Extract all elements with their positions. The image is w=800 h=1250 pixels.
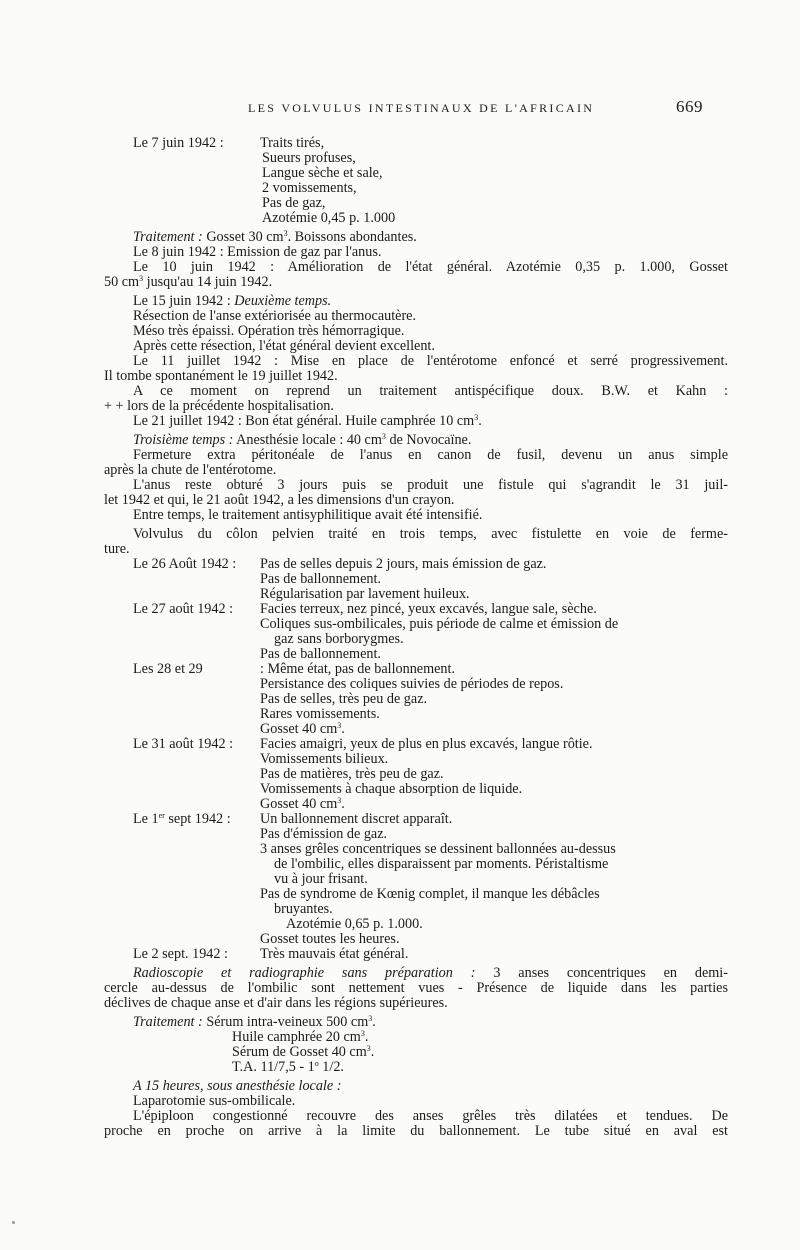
text-line: Sérum de Gosset 40 $cm^3$. [232, 1044, 375, 1060]
text-line: Régularisation par lavement huileux. [260, 586, 470, 602]
text-line: de l'ombilic, elles disparaissent par moments. Péristaltisme [274, 856, 609, 872]
text-line: Traitement : Sérum intra-veineux 500 $cm^3$. [133, 1014, 376, 1030]
text-line: T.A. 11/7,5 - 1$^o$ 1/2. [232, 1059, 344, 1075]
text-line: A 15 heures, sous anesthésie locale : [133, 1078, 342, 1094]
text-line: Résection de l'anse extériorisée au thermocautère. [133, 308, 417, 324]
text-line: Vomissements bilieux. [260, 751, 389, 767]
text-line: + + lors de la précédente hospitalisation. [104, 398, 334, 414]
text-line: Gosset toutes les heures. [260, 931, 400, 947]
page-number: 669 [676, 97, 703, 116]
text-line: Vomissements à chaque absorption de liquide. [260, 781, 523, 797]
text-line: Pas d'émission de gaz. [260, 826, 388, 842]
text-line: Fermeture extra péritonéale de l'anus en canon de fusil, devenu un anus simple [133, 447, 728, 463]
text-line: Troisième temps : Anesthésie locale : 40 $cm^3$ de Novocaïne. [133, 432, 472, 448]
text-line: Le 27 août 1942 : Facies terreux, nez pincé, yeux excavés, langue sale, sèche. [133, 601, 597, 617]
body-text [104, 136, 728, 1139]
text-line: let 1942 et qui, le 21 août 1942, a les dimensions d'un crayon. [104, 492, 455, 508]
text-line: Gosset 40 $cm^3$. [260, 721, 345, 737]
text-line: Pas de gaz, [262, 195, 326, 211]
text-line: vu à jour frisant. [274, 871, 368, 887]
text-line: Les 28 et 29 : Même état, pas de ballonnement. [133, 661, 456, 677]
text-line: Le 15 juin 1942 : Deuxième temps. [133, 293, 332, 309]
text-line: gaz sans borborygmes. [274, 631, 404, 647]
running-header [0, 99, 800, 119]
text-line: Huile camphrée 20 $cm^3$. [232, 1029, 369, 1045]
text-line: Le 10 juin 1942 : Amélioration de l'état général. Azotémie 0,35 p. 1.000, Gosset [133, 259, 728, 275]
text-line: Le 21 juillet 1942 : Bon état général. Huile camphrée 10 $cm^3$. [133, 413, 482, 429]
text-line: A ce moment on reprend un traitement antispécifique doux. B.W. et Kahn : [133, 383, 728, 399]
text-line: Le 2 sept. 1942 : Très mauvais état général. [133, 946, 409, 962]
text-line: après la chute de l'entérotome. [104, 462, 277, 478]
text-line: 50 $cm^3$ jusqu'au 14 juin 1942. [104, 274, 273, 290]
text-line: Rares vomissements. [260, 706, 380, 722]
text-line: Laparotomie sus-ombilicale. [133, 1093, 296, 1109]
running-title: LES VOLVULUS INTESTINAUX DE L'AFRICAIN [248, 101, 595, 115]
text-line: 2 vomissements, [262, 180, 357, 196]
text-line: Azotémie 0,45 p. 1.000 [262, 210, 396, 226]
text-line: cercle au-dessus de l'ombilic sont nettement vues - Présence de liquide dans les parties [104, 980, 728, 996]
text-line: Traitement : Gosset 30 $cm^3$. Boissons abondantes. [133, 229, 417, 245]
text-line: Après cette résection, l'état général devient excellent. [133, 338, 435, 354]
text-line: Pas de syndrome de Kœnig complet, il manque les débâcles [260, 886, 600, 902]
text-line: ture. [104, 541, 130, 557]
text-line: Langue sèche et sale, [262, 165, 383, 181]
text-line: déclives de chaque anse et d'air dans les régions supérieures. [104, 995, 448, 1011]
text-line: Il tombe spontanément le 19 juillet 1942. [104, 368, 338, 384]
text-line: Le 26 Août 1942 : Pas de selles depuis 2 jours, mais émission de gaz. [133, 556, 547, 572]
text-line: Sueurs profuses, [262, 150, 356, 166]
text-line: L'anus reste obturé 3 jours puis se produit une fistule qui s'agrandit le 31 juil- [133, 477, 728, 493]
text-line: Pas de ballonnement. [260, 646, 381, 662]
text-line: Le 1er sept 1942 : Un ballonnement discret apparaît. [133, 811, 453, 827]
text-line: Gosset 40 $cm^3$. [260, 796, 345, 812]
text-line: Méso très épaissi. Opération très hémorragique. [133, 323, 405, 339]
text-line: Coliques sus-ombilicales, puis période de calme et émission de [260, 616, 619, 632]
text-line: Le 11 juillet 1942 : Mise en place de l'entérotome enfoncé et serré progressivement. [133, 353, 728, 369]
text-line: Le 8 juin 1942 : Emission de gaz par l'anus. [133, 244, 382, 260]
text-line: Le 7 juin 1942 : Traits tirés, [133, 135, 325, 151]
text-line: proche en proche on arrive à la limite du ballonnement. Le tube situé en aval est [104, 1123, 728, 1139]
text-line: Pas de matières, très peu de gaz. [260, 766, 444, 782]
text-line: L'épiploon congestionné recouvre des anses grêles très dilatées et tendues. De [133, 1108, 728, 1124]
text-line: 3 anses grêles concentriques se dessinent ballonnées au-dessus [260, 841, 616, 857]
scan-speck [12, 1221, 15, 1224]
text-line: Pas de ballonnement. [260, 571, 381, 587]
text-line: Radioscopie et radiographie sans préparation : 3 anses concentriques en demi- [133, 965, 728, 981]
text-line: Entre temps, le traitement antisyphilitique avait été intensifié. [133, 507, 483, 523]
text-line: Le 31 août 1942 : Facies amaigri, yeux de plus en plus excavés, langue rôtie. [133, 736, 593, 752]
text-line: Persistance des coliques suivies de périodes de repos. [260, 676, 564, 692]
text-line: bruyantes. [274, 901, 333, 917]
text-line: Pas de selles, très peu de gaz. [260, 691, 428, 707]
text-line: Volvulus du côlon pelvien traité en trois temps, avec fistulette en voie de ferme- [133, 526, 728, 542]
text-line: Azotémie 0,65 p. 1.000. [286, 916, 423, 932]
